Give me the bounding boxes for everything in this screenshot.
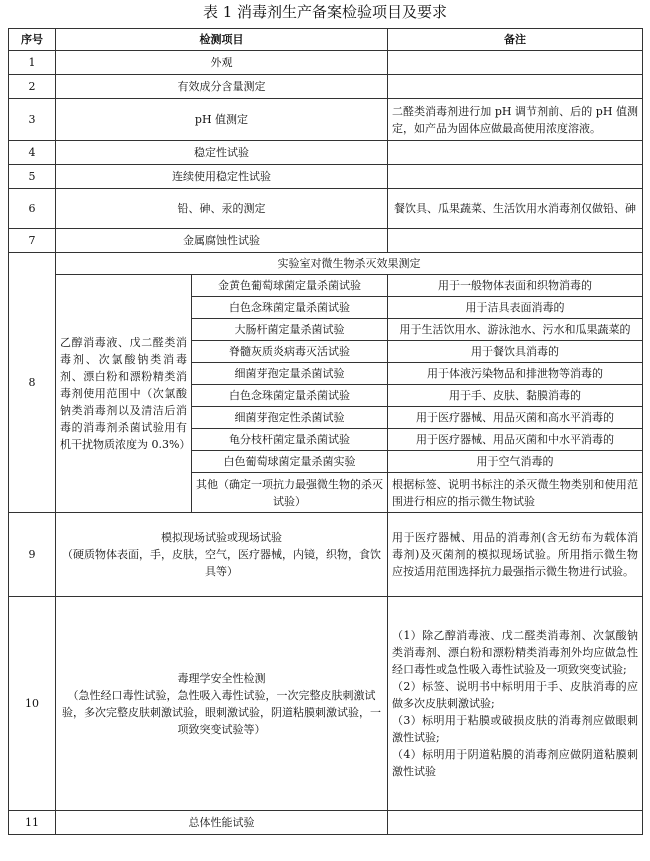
row10-item-title: 毒理学安全性检测 xyxy=(177,671,266,685)
table-row xyxy=(9,811,643,835)
row-item: 金属腐蚀性试验 xyxy=(56,229,388,253)
table-title: 表 1 消毒剂生产备案检验项目及要求 xyxy=(202,3,448,21)
test-item: 其他（确定一项抗力最强微生物的杀灭试验） xyxy=(192,473,388,513)
row-no: 9 xyxy=(9,513,56,597)
inspection-table xyxy=(8,28,643,835)
row-note xyxy=(388,141,643,165)
row-item: pH 值测定 xyxy=(56,99,388,141)
test-note: 用于体液污染物品和排泄物等消毒的 xyxy=(388,363,643,385)
row-note xyxy=(388,597,643,811)
row-no: 1 xyxy=(9,51,56,75)
row10-note-2: （2）标签、说明书中标明用于手、皮肤消毒的应做多次皮肤刺激试验; xyxy=(392,680,638,710)
row-no: 4 xyxy=(9,141,56,165)
test-item: 脊髓灰质炎病毒灭活试验 xyxy=(192,341,388,363)
table-row xyxy=(9,99,643,141)
test-item: 金黄色葡萄球菌定量杀菌试验 xyxy=(192,275,388,297)
test-note: 用于医疗器械、用品灭菌和高水平消毒的 xyxy=(388,407,643,429)
table-row xyxy=(9,253,643,275)
test-note: 根据标签、说明书标注的杀灭微生物类别和使用范围进行相应的指示微生物试验 xyxy=(388,473,643,513)
test-item: 白色念珠菌定量杀菌试验 xyxy=(192,297,388,319)
row10-note-4: （4）标明用于阴道粘膜的消毒剂应做阴道粘膜刺激性试验 xyxy=(392,748,638,778)
test-item: 细菌芽孢定性杀菌试验 xyxy=(192,407,388,429)
row-note xyxy=(388,811,643,835)
row-note: 餐饮具、瓜果蔬菜、生活饮用水消毒剂仅做铅、砷 xyxy=(388,189,643,229)
test-note: 用于手、皮肤、黏膜消毒的 xyxy=(388,385,643,407)
row-item xyxy=(56,597,388,811)
row-note xyxy=(388,165,643,189)
row-no: 8 xyxy=(9,253,56,513)
row-no: 6 xyxy=(9,189,56,229)
row-no: 3 xyxy=(9,99,56,141)
row-no: 2 xyxy=(9,75,56,99)
row-item: 外观 xyxy=(56,51,388,75)
row-item: 有效成分含量测定 xyxy=(56,75,388,99)
row-no: 11 xyxy=(9,811,56,835)
test-item: 细菌芽孢定量杀菌试验 xyxy=(192,363,388,385)
test-note: 用于生活饮用水、游泳池水、污水和瓜果蔬菜的 xyxy=(388,319,643,341)
row-item: 稳定性试验 xyxy=(56,141,388,165)
row-no: 5 xyxy=(9,165,56,189)
header-note: 备注 xyxy=(388,29,643,51)
table-row xyxy=(9,141,643,165)
row10-note-3: （3）标明用于粘膜或破损皮肤的消毒剂应做眼刺激性试验; xyxy=(392,714,638,744)
test-item: 龟分枝杆菌定量杀菌试验 xyxy=(192,429,388,451)
test-note: 用于空气消毒的 xyxy=(388,451,643,473)
table-row xyxy=(9,165,643,189)
row9-item-title: 模拟现场试验或现场试验 xyxy=(161,531,282,544)
test-item: 白色念珠菌定量杀菌试验 xyxy=(192,385,388,407)
row-note xyxy=(388,75,643,99)
table-header-row xyxy=(9,29,643,51)
test-note: 用于洁具表面消毒的 xyxy=(388,297,643,319)
row10-note-1: （1）除乙醇消毒液、戊二醛类消毒剂、次氯酸钠类消毒剂、漂白粉和漂粉精类消毒剂外均应做急性经口毒性或急性吸入毒性试验及一项致突变试验; xyxy=(392,629,638,676)
table-row xyxy=(9,189,643,229)
test-item: 大肠杆菌定量杀菌试验 xyxy=(192,319,388,341)
row-note: 二醛类消毒剂进行加 pH 调节剂前、后的 pH 值测定，如产品为固体应做最高使用浓度溶液。 xyxy=(388,99,643,141)
table-row xyxy=(9,513,643,597)
test-note: 用于餐饮具消毒的 xyxy=(388,341,643,363)
row9-item-detail: （硬质物体表面，手，皮肤，空气，医疗器械，内镜，织物，食饮具等） xyxy=(62,548,381,578)
header-no: 序号 xyxy=(9,29,56,51)
row8-header: 实验室对微生物杀灭效果测定 xyxy=(56,253,643,275)
row-note xyxy=(388,51,643,75)
row-item xyxy=(56,513,388,597)
row-no: 10 xyxy=(9,597,56,811)
row-note xyxy=(388,229,643,253)
test-note: 用于医疗器械、用品灭菌和中水平消毒的 xyxy=(388,429,643,451)
row-item: 连续使用稳定性试验 xyxy=(56,165,388,189)
table-row xyxy=(9,597,643,811)
test-item: 白色葡萄球菌定量杀菌实验 xyxy=(192,451,388,473)
row-item: 总体性能试验 xyxy=(56,811,388,835)
table-row xyxy=(9,275,643,297)
test-note: 用于一般物体表面和织物消毒的 xyxy=(388,275,643,297)
row-item: 铅、砷、汞的测定 xyxy=(56,189,388,229)
row-no: 7 xyxy=(9,229,56,253)
table-row xyxy=(9,51,643,75)
table-row xyxy=(9,75,643,99)
row-note: 用于医疗器械、用品的消毒剂(含无纺布为载体消毒剂)及灭菌剂的模拟现场试验。所用指示微生物应按适用范围选择抗力最强指示微生物进行试验。 xyxy=(388,513,643,597)
table-row xyxy=(9,229,643,253)
row10-item-detail: （急性经口毒性试验，急性吸入毒性试验，一次完整皮肤刺激试验，多次完整皮肤刺激试验，眼刺激试验，阴道粘膜刺激试验，一项致突变试验等） xyxy=(62,688,381,736)
row8-scope: 乙醇消毒液、戊二醛类消毒剂、次氯酸钠类消毒剂、漂白粉和漂粉精类消毒剂使用范围中（次氯酸钠类消毒剂以及清洁后消毒的消毒剂杀菌试验用有机干扰物质浓度为 0.3%） xyxy=(56,275,192,513)
header-item: 检测项目 xyxy=(56,29,388,51)
